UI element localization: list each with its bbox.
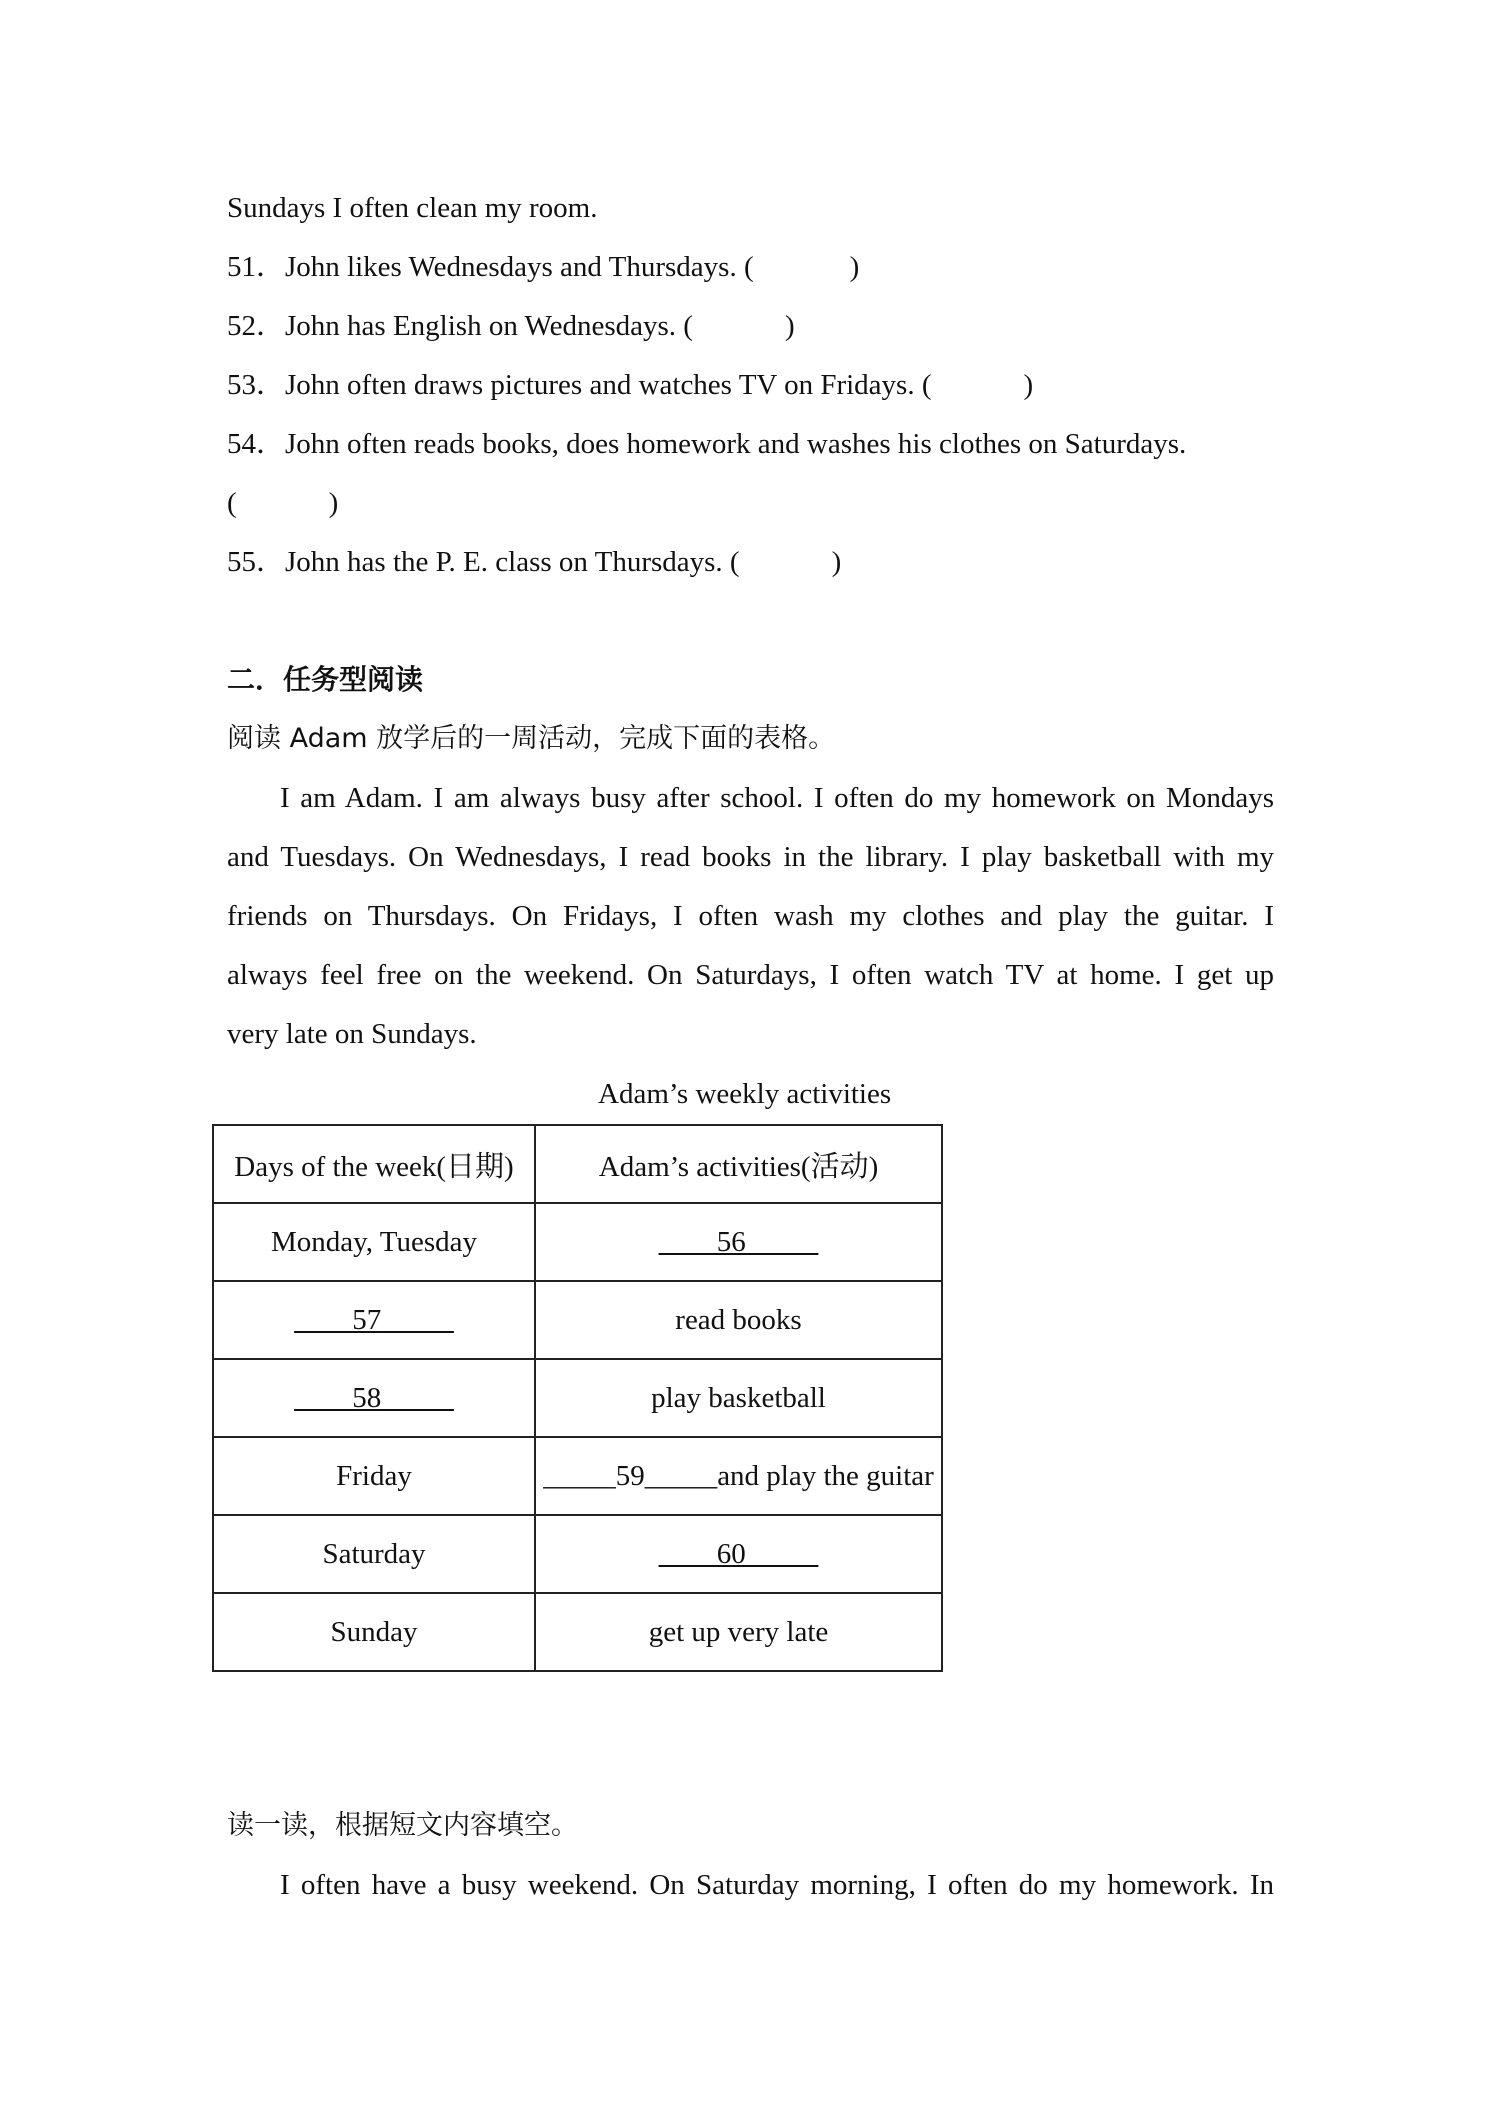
table-row: [213, 1203, 942, 1281]
question-number: 51．: [227, 251, 286, 283]
intro-line: Sundays I often clean my room.: [227, 192, 598, 224]
close-paren: ): [1023, 369, 1034, 401]
table-row: [213, 1593, 942, 1671]
section-heading: 二．任务型阅读: [227, 663, 424, 696]
activities-table: [212, 1124, 943, 1672]
close-paren: ): [328, 487, 339, 519]
blank-58[interactable]: ____58_____: [294, 1381, 454, 1414]
question-text: John has English on Wednesdays. (: [285, 310, 693, 342]
day-cell: Monday, Tuesday: [213, 1203, 535, 1281]
day-cell: Saturday: [213, 1515, 535, 1593]
activity-cell: read books: [535, 1281, 942, 1359]
table-header-row: [213, 1125, 942, 1203]
question-text: John likes Wednesdays and Thursdays. (: [285, 251, 754, 283]
activity-cell: play basketball: [535, 1359, 942, 1437]
header-activities: Adam’s activities(活动): [535, 1125, 942, 1203]
day-cell: Sunday: [213, 1593, 535, 1671]
question-text: John often reads books, does homework and washes his clothes on Saturdays.: [285, 428, 1187, 460]
section3-instruction: 读一读，根据短文内容填空。: [227, 1810, 578, 1841]
day-blank-58[interactable]: [213, 1359, 535, 1437]
close-paren: ): [831, 546, 842, 578]
close-paren: ): [784, 310, 795, 342]
question-54: [227, 426, 1186, 462]
blank-60[interactable]: ____60_____: [658, 1537, 819, 1570]
activity-cell: get up very late: [535, 1593, 942, 1671]
question-number: 55．: [227, 546, 286, 578]
passage-line: friends on Thursdays. On Fridays, I often wash my clothes and play the guitar. I: [227, 900, 1274, 932]
table-row: [213, 1281, 942, 1359]
activity-blank-56[interactable]: [535, 1203, 942, 1281]
activity-blank-60[interactable]: [535, 1515, 942, 1593]
blank-59-text[interactable]: _____59_____and play the guitar: [543, 1459, 934, 1492]
table-row: [213, 1359, 942, 1437]
question-number: 52．: [227, 310, 286, 342]
activity-blank-59[interactable]: [535, 1437, 942, 1515]
section3-passage: I often have a busy weekend. On Saturday morning, I often do my homework. In: [280, 1869, 1274, 1901]
question-number: 54．: [227, 428, 286, 460]
question-52: [227, 308, 795, 344]
table-row: [213, 1437, 942, 1515]
table-row: [213, 1515, 942, 1593]
day-cell: Friday: [213, 1437, 535, 1515]
close-paren: ): [849, 251, 860, 283]
passage-line: and Tuesdays. On Wednesdays, I read books in the library. I play basketball with my: [227, 841, 1274, 873]
passage-line: very late on Sundays.: [227, 1018, 477, 1050]
question-53: [227, 367, 1033, 403]
question-number: 53．: [227, 369, 286, 401]
blank-56[interactable]: ____56_____: [658, 1225, 819, 1258]
day-blank-57[interactable]: [213, 1281, 535, 1359]
question-55: [227, 544, 841, 580]
passage-line: I am Adam. I am always busy after school. I often do my homework on Mondays: [280, 782, 1274, 814]
question-text: John has the P. E. class on Thursdays. (: [285, 546, 740, 578]
question-text: John often draws pictures and watches TV on Fridays. (: [285, 369, 932, 401]
section-instruction: 阅读 Adam 放学后的一周活动，完成下面的表格。: [227, 723, 836, 754]
question-51: [227, 249, 859, 285]
open-paren: (: [227, 487, 237, 519]
table-caption: Adam’s weekly activities: [598, 1078, 892, 1110]
header-days: Days of the week(日期): [213, 1125, 535, 1203]
blank-57[interactable]: ____57_____: [294, 1303, 454, 1336]
question-54-paren: [227, 485, 338, 521]
passage-line: always feel free on the weekend. On Saturdays, I often watch TV at home. I get up: [227, 959, 1274, 991]
